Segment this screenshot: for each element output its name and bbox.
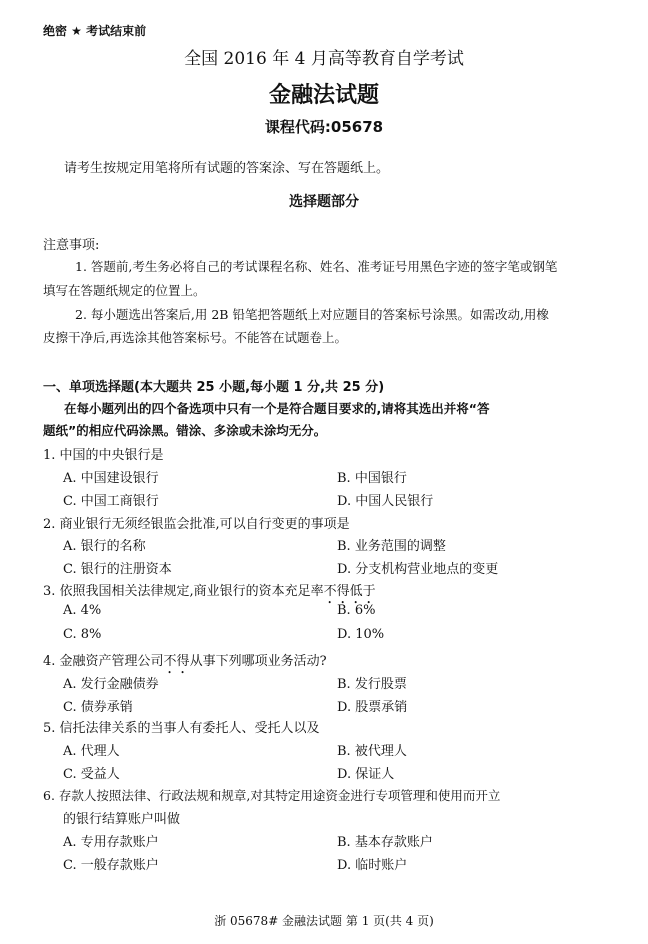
notes-heading: 注意事项: — [43, 238, 100, 253]
question-4-option-a: A. 发行金融债券 — [63, 677, 159, 692]
question-1-option-d: D. 中国人民银行 — [337, 494, 434, 509]
question-2-option-c: C. 银行的注册资本 — [63, 562, 172, 577]
question-5-option-d: D. 保证人 — [337, 767, 395, 782]
note-1-line-2: 填写在答题纸规定的位置上。 — [43, 283, 206, 298]
question-3-option-c: C. 8% — [63, 627, 102, 642]
part-instruction-line-1: 在每小题列出的四个备选项中只有一个是符合题目要求的,请将其选出并将“答 — [64, 401, 490, 416]
question-2-option-d: D. 分支机构营业地点的变更 — [337, 562, 499, 577]
note-2-line-2: 皮擦干净后,再选涂其他答案标号。不能答在试题卷上。 — [43, 330, 347, 345]
question-5-stem: 5. 信托法律关系的当事人有委托人、受托人以及 — [43, 721, 320, 736]
question-3-option-b: B. 6% — [337, 603, 376, 618]
question-4-option-d: D. 股票承销 — [337, 700, 408, 715]
question-1-option-a: A. 中国建设银行 — [63, 471, 159, 486]
question-4-stem-text-end: 从事下列哪项业务活动? — [189, 654, 327, 669]
question-4-stem-text: 4. 金融资产管理公司 — [43, 654, 164, 669]
part-heading: 一、单项选择题(本大题共 25 小题,每小题 1 分,共 25 分) — [43, 380, 385, 395]
question-2-option-b: B. 业务范围的调整 — [337, 539, 446, 554]
question-3-option-a: A. 4% — [63, 603, 102, 618]
question-5-option-b: B. 被代理人 — [337, 744, 407, 759]
part-instruction-line-2: 题纸”的相应代码涂黑。错涂、多涂或未涂均无分。 — [43, 423, 327, 438]
question-1-option-c: C. 中国工商银行 — [63, 494, 159, 509]
question-6-stem-line-2: 的银行结算账户叫做 — [63, 812, 181, 827]
question-6-option-c: C. 一般存款账户 — [63, 858, 159, 873]
question-2-option-a: A. 银行的名称 — [63, 539, 146, 554]
page-footer: 浙 05678# 金融法试题 第 1 页(共 4 页) — [214, 914, 434, 928]
secrecy-label: 绝密 ★ 考试结束前 — [43, 24, 147, 38]
page-title: 金融法试题 — [268, 83, 379, 108]
question-2-stem: 2. 商业银行无须经银监会批准,可以自行变更的事项是 — [43, 517, 350, 532]
section-title: 选择题部分 — [289, 194, 359, 210]
course-code: 课程代码:05678 — [264, 118, 384, 136]
question-6-option-a: A. 专用存款账户 — [63, 835, 159, 850]
question-6-option-b: B. 基本存款账户 — [337, 835, 433, 850]
question-6-stem-line-1: 6. 存款人按照法律、行政法规和规章,对其特定用途资金进行专项管理和使用而开立 — [43, 788, 501, 803]
question-5-option-c: C. 受益人 — [63, 767, 120, 782]
question-1-stem: 1. 中国的中央银行是 — [43, 448, 164, 463]
question-3-stem-text: 3. 依照我国相关法律规定,商业银行的资本充足率 — [43, 584, 324, 599]
question-4-option-c: C. 债券承销 — [63, 700, 133, 715]
question-4-emphasis: 不得 — [163, 654, 190, 669]
question-3-option-d: D. 10% — [337, 627, 385, 642]
question-1-option-b: B. 中国银行 — [337, 471, 407, 486]
note-1-line-1: 1. 答题前,考生务必将自己的考试课程名称、姓名、准考证号用黑色字迹的签字笔或钢笔 — [75, 259, 558, 274]
question-4-option-b: B. 发行股票 — [337, 677, 407, 692]
question-3-emphasis: 不得低于 — [323, 584, 376, 599]
exam-line: 全国 2016 年 4 月高等教育自学考试 — [184, 49, 464, 69]
note-2-line-1: 2. 每小题选出答案后,用 2B 铅笔把答题纸上对应题目的答案标号涂黑。如需改动,用橡 — [75, 307, 549, 322]
answer-instruction: 请考生按规定用笔将所有试题的答案涂、写在答题纸上。 — [64, 161, 390, 176]
question-6-option-d: D. 临时账户 — [337, 858, 408, 873]
question-5-option-a: A. 代理人 — [63, 744, 120, 759]
